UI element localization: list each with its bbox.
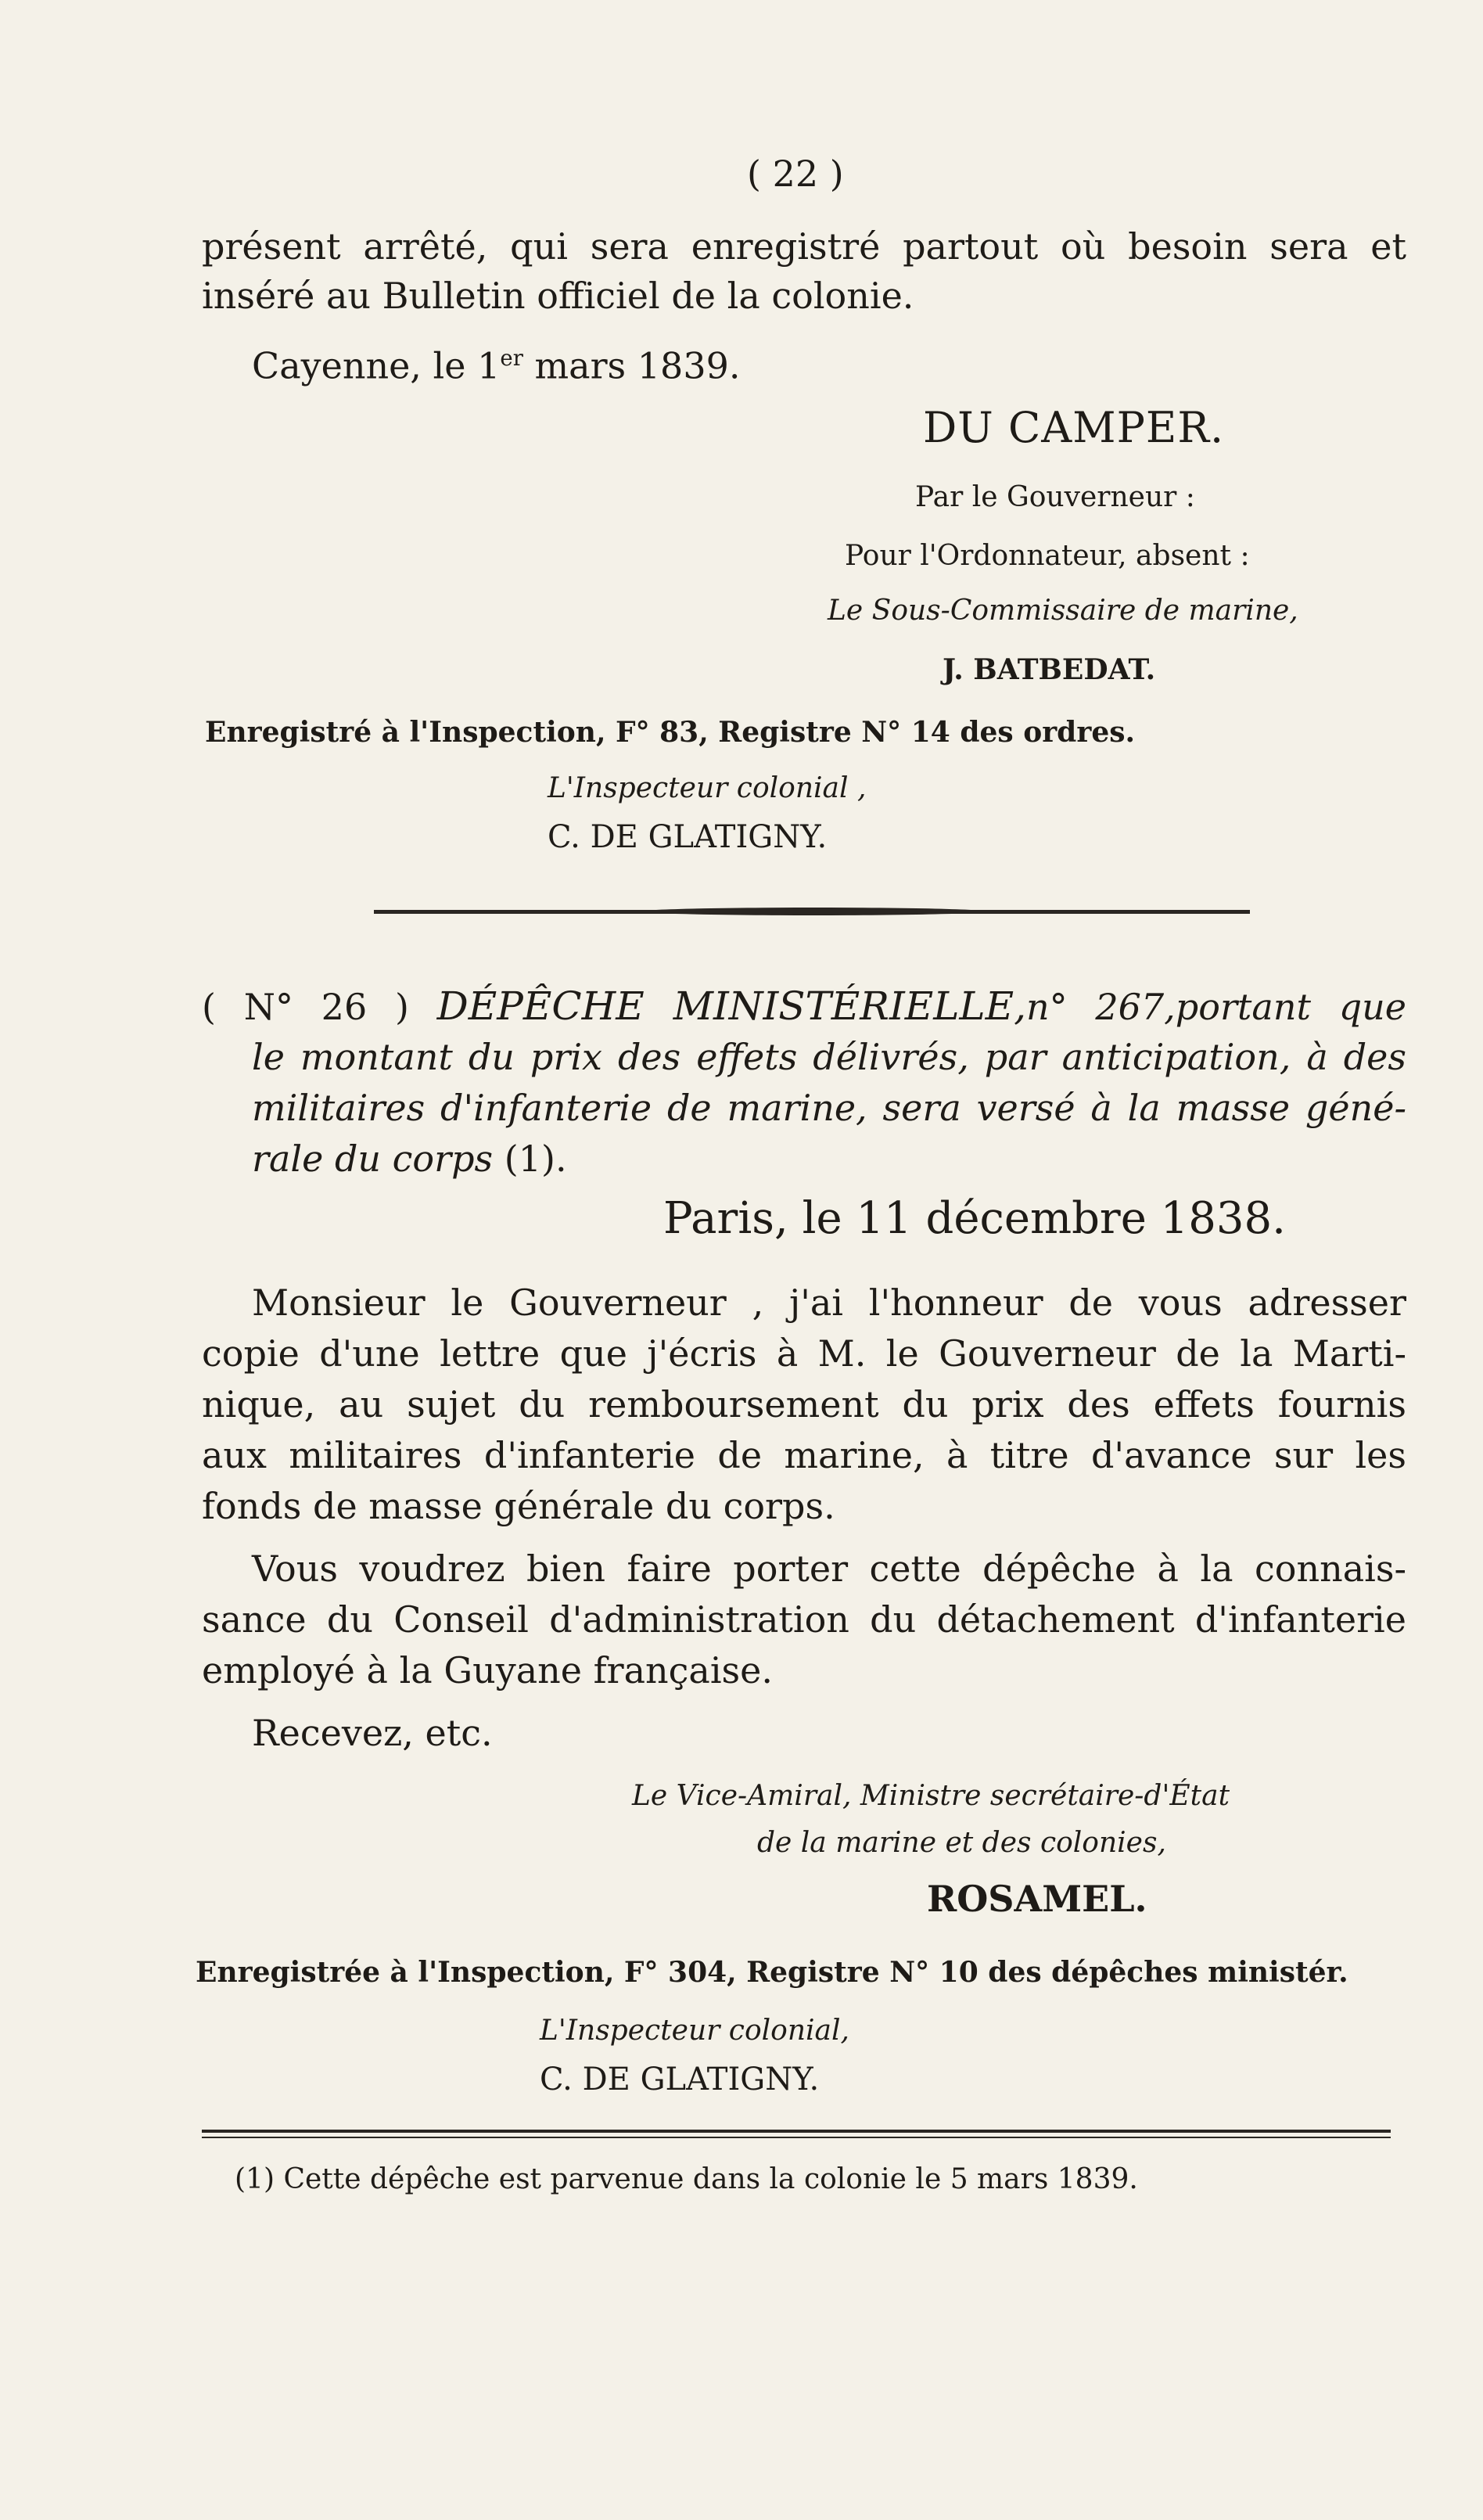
depeche-footnote-ref: (1). (493, 1138, 567, 1180)
body-line-4: aux militaires d'infanterie de marine, à titre d'avance sur les (202, 1434, 1406, 1476)
minister-title-line-2: de la marine et des colonies, (757, 1827, 1166, 1859)
depeche-heading-line-4 (252, 1134, 567, 1183)
body-line-6: Vous voudrez bien faire porter cette dépêche à la connais- (252, 1548, 1406, 1590)
body-line-1: Monsieur le Gouverneur , j'ai l'honneur de vous adresser (252, 1282, 1406, 1324)
arrete-registration: Enregistré à l'Inspection, F° 83, Registre N° 14 des ordres. (205, 716, 1136, 749)
for-ordonnateur: Pour l'Ordonnateur, absent : (845, 540, 1250, 572)
arrete-place-date (252, 335, 740, 389)
depeche-title-rest: n° 267,portant que (1026, 986, 1406, 1028)
place-date-suffix: mars 1839. (522, 344, 741, 387)
arrete-inspector-title: L'Inspecteur colonial , (548, 772, 867, 804)
body-line-9: Recevez, etc. (252, 1712, 493, 1754)
body-line-8: employé à la Guyane française. (202, 1649, 774, 1691)
footnote-rule-thick (202, 2130, 1391, 2133)
depeche-inspector-name: C. DE GLATIGNY. (540, 2062, 820, 2098)
body-line-7: sance du Conseil d'administration du détachement d'infanterie (202, 1598, 1406, 1641)
depeche-number: ( N° 26 ) (202, 986, 409, 1028)
footnote-rule-thin (202, 2137, 1391, 2138)
by-governor: Par le Gouverneur : (915, 481, 1195, 513)
body-line-2: copie d'une lettre que j'écris à M. le Gouverneur de la Marti- (202, 1332, 1406, 1375)
depeche-heading-line-2: le montant du prix des effets délivrés, par anticipation, à des (252, 1036, 1406, 1078)
sous-commissaire-title: Le Sous-Commissaire de marine, (828, 595, 1298, 627)
place-date-prefix: Cayenne, le 1 (252, 344, 501, 387)
minister-name: ROSAMEL. (927, 1878, 1147, 1920)
place-date-sup: er (500, 345, 523, 371)
depeche-inspector-title: L'Inspecteur colonial, (540, 2015, 849, 2047)
depeche-date: Paris, le 11 décembre 1838. (663, 1193, 1286, 1244)
signatory-batbedat: J. BATBEDAT. (943, 653, 1156, 686)
arrete-text-line-1: présent arrêté, qui sera enregistré partout où besoin sera et (202, 225, 1406, 268)
depeche-heading-line-1 (202, 982, 1406, 1031)
footnote: (1) Cette dépêche est parvenue dans la colonie le 5 mars 1839. (235, 2163, 1138, 2195)
body-line-3: nique, au sujet du remboursement du prix des effets fournis (202, 1383, 1406, 1425)
depeche-title-line4: rale du corps (252, 1138, 494, 1180)
depeche-registration: Enregistrée à l'Inspection, F° 304, Registre N° 10 des dépêches ministér. (196, 1956, 1348, 1989)
body-line-5: fonds de masse générale du corps. (202, 1485, 835, 1527)
minister-title-line-1: Le Vice-Amiral, Ministre secrétaire-d'État (632, 1780, 1230, 1812)
arrete-text-line-2: inséré au Bulletin officiel de la colonie. (202, 275, 914, 317)
depeche-heading-line-3: militaires d'infanterie de marine, sera versé à la masse géné- (252, 1087, 1406, 1129)
page-number: ( 22 ) (747, 153, 844, 195)
arrete-inspector-name: C. DE GLATIGNY. (548, 819, 828, 855)
depeche-title-caps: DÉPÊCHE MINISTÉRIELLE, (436, 983, 1027, 1029)
governor-name: DU CAMPER. (923, 403, 1225, 452)
separator-swell (641, 908, 986, 915)
